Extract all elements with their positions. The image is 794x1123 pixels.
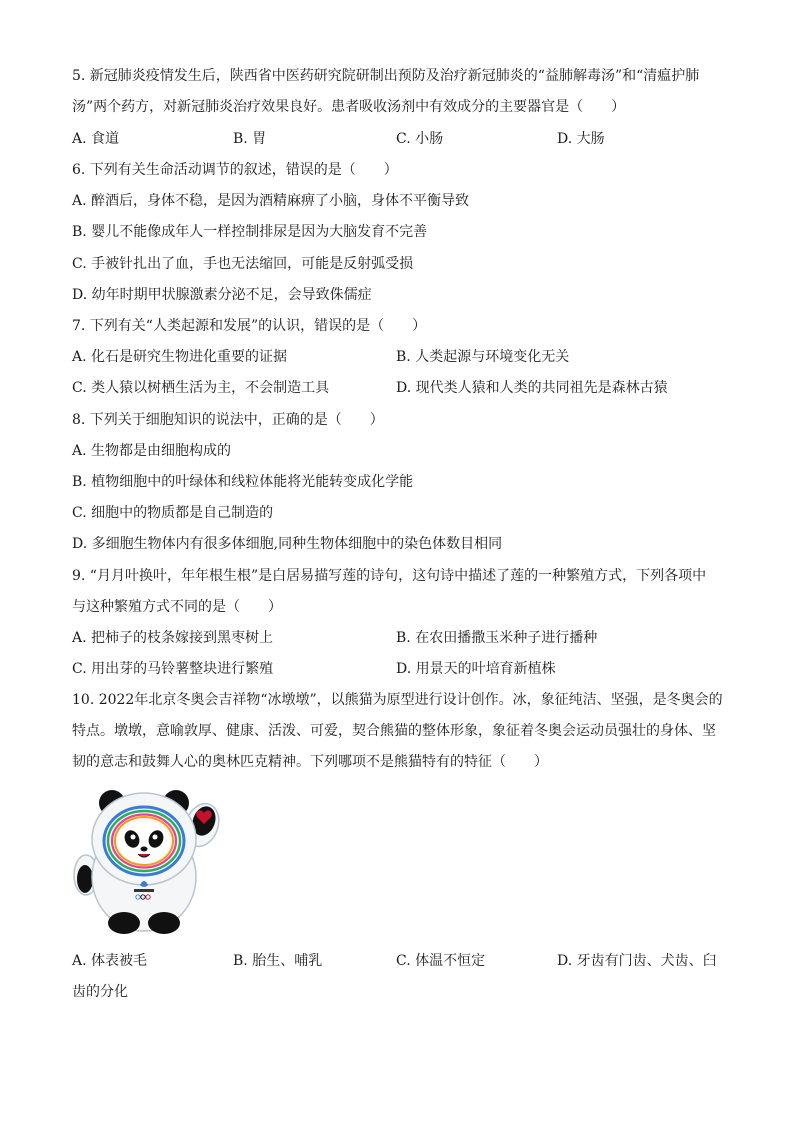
q9-stem-line-1: 9. “月月叶换叶，年年根生根”是白居易描写莲的诗句，这句诗中描述了莲的一种繁殖方式，下列各项中 [72, 568, 707, 584]
q6-option-a: A. 醉酒后，身体不稳，是因为酒精麻痹了小脑，身体不平衡导致 [72, 193, 470, 209]
q9-option-b: B. 在农田播撒玉米种子进行播种 [396, 630, 598, 646]
q10-option-b: B. 胎生、哺乳 [233, 953, 323, 969]
q9-stem-line-2: 与这种繁殖方式不同的是（ ） [72, 599, 282, 615]
q7-option-a: A. 化石是研究生物进化重要的证据 [72, 349, 288, 365]
q10-option-c: C. 体温不恒定 [396, 953, 486, 969]
q6-stem: 6. 下列有关生命活动调节的叙述，错误的是（ ） [72, 162, 398, 178]
q7-option-b: B. 人类起源与环境变化无关 [396, 349, 570, 365]
q7-option-c: C. 类人猿以树栖生活为主，不会制造工具 [72, 380, 330, 396]
q6-option-b: B. 婴儿不能像成年人一样控制排尿是因为大脑发育不完善 [72, 224, 428, 240]
q8-option-a: A. 生物都是由细胞构成的 [72, 443, 232, 459]
q5-option-c: C. 小肠 [396, 131, 444, 147]
q10-stem-line-3: 韧的意志和鼓舞人心的奥林匹克精神。下列哪项不是熊猫特有的特征（ ） [72, 754, 548, 770]
q5-option-b: B. 胃 [233, 131, 267, 147]
q8-stem: 8. 下列关于细胞知识的说法中，正确的是（ ） [72, 412, 384, 428]
q5-option-a: A. 食道 [72, 131, 120, 147]
q7-option-d: D. 现代类人猿和人类的共同祖先是森林古猿 [396, 380, 668, 396]
q10-option-d-continuation: 齿的分化 [72, 984, 128, 1000]
q8-option-b: B. 植物细胞中的叶绿体和线粒体能将光能转变成化学能 [72, 474, 414, 490]
q10-option-d: D. 牙齿有门齿、犬齿、臼 [557, 953, 717, 969]
q10-stem-line-2: 特点。墩墩，意喻敦厚、健康、活泼、可爱，契合熊猫的整体形象，象征着冬奥会运动员强壮的身体、坚 [72, 723, 716, 739]
q6-option-c: C. 手被针扎出了血，手也无法缩回，可能是反射弧受损 [72, 256, 414, 272]
q8-option-c: C. 细胞中的物质都是自己制造的 [72, 505, 274, 521]
q7-stem: 7. 下列有关“人类起源和发展”的认识，错误的是（ ） [72, 318, 427, 334]
q5-option-d: D. 大肠 [557, 131, 605, 147]
bing-dwen-dwen-mascot-icon [68, 785, 224, 935]
q5-stem-line-2: 汤”两个药方，对新冠肺炎治疗效果良好。患者吸收汤剂中有效成分的主要器官是（ ） [72, 99, 626, 115]
q10-stem-line-1: 10. 2022年北京冬奥会吉祥物“冰墩墩”，以熊猫为原型进行设计创作。冰，象征纯洁、坚强，是冬奥会的 [72, 692, 723, 708]
q8-option-d: D. 多细胞生物体内有很多体细胞,同种生物体细胞中的染色体数目相同 [72, 536, 503, 552]
q6-option-d: D. 幼年时期甲状腺激素分泌不足，会导致侏儒症 [72, 287, 372, 303]
q9-option-d: D. 用景天的叶培育新植株 [396, 661, 556, 677]
q10-option-a: A. 体表被毛 [72, 953, 148, 969]
q9-option-a: A. 把柿子的枝条嫁接到黑枣树上 [72, 630, 274, 646]
q5-stem-line-1: 5. 新冠肺炎疫情发生后，陕西省中医药研究院研制出预防及治疗新冠肺炎的“益肺解毒汤”和“清瘟护肺 [72, 68, 700, 84]
q9-option-c: C. 用出芽的马铃薯整块进行繁殖 [72, 661, 274, 677]
